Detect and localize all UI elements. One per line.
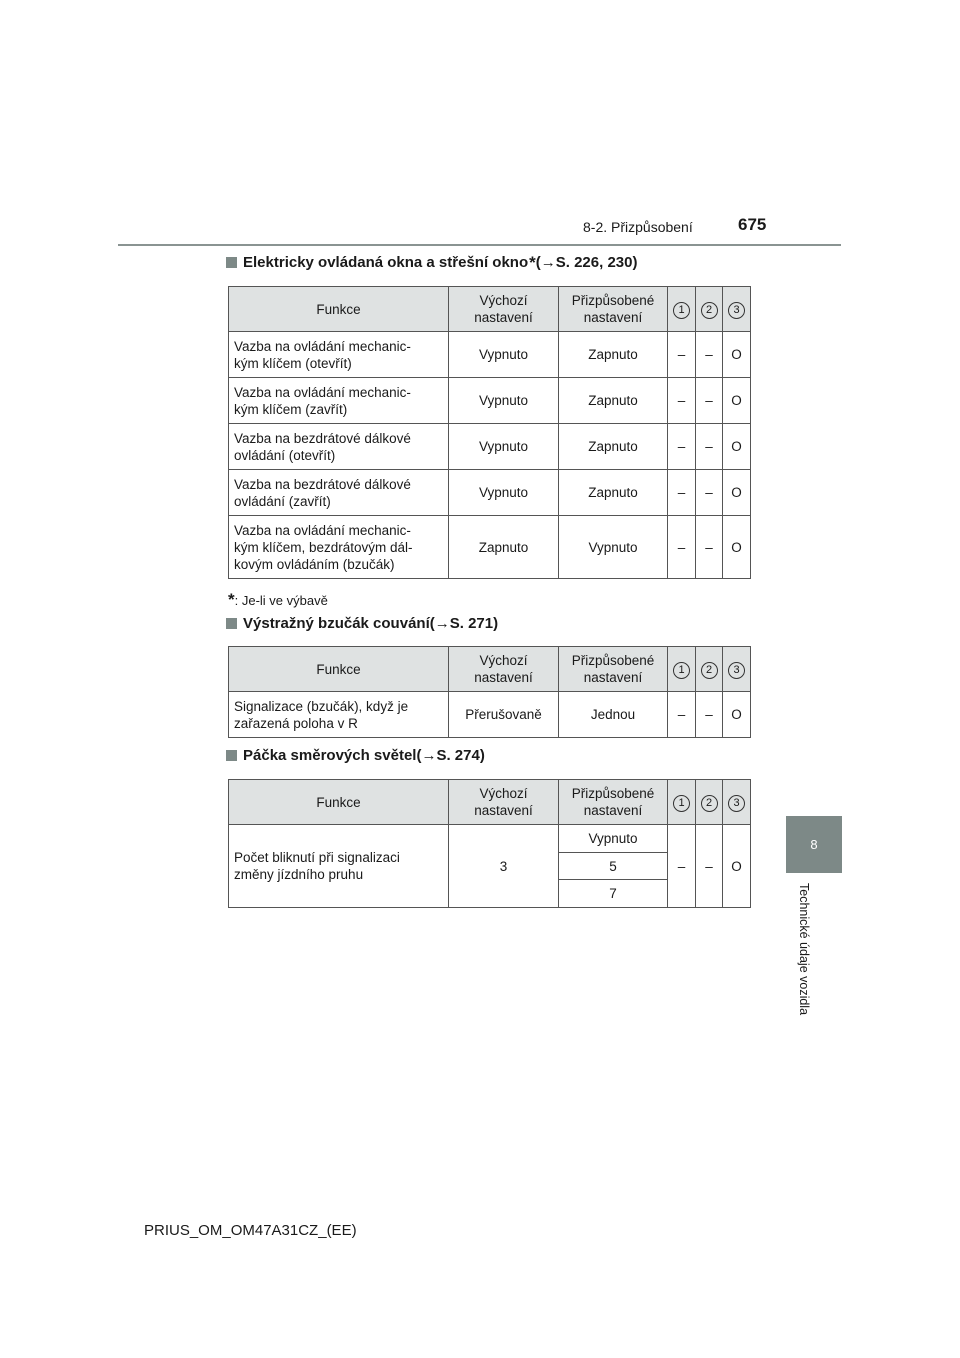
square-bullet-icon (226, 257, 237, 268)
circled-number-icon: 2 (701, 302, 718, 319)
column-header-2 (696, 780, 723, 825)
section-title: Elektricky ovládaná okna a střešní okno (243, 254, 529, 271)
default-cell: 3 (449, 825, 559, 908)
table-row (229, 825, 751, 853)
header-rule (118, 244, 841, 246)
asterisk-mark: * (228, 590, 235, 609)
circled-number-icon: 1 (673, 302, 690, 319)
column-header-default: Výchozí nastavení (449, 287, 559, 332)
column-header-1 (668, 780, 696, 825)
table-header-row (229, 780, 751, 825)
table-row (229, 470, 751, 516)
method-1-cell: – (668, 692, 696, 738)
column-header-default: Výchozí nastavení (449, 647, 559, 692)
section-heading-reverse-buzzer (226, 615, 498, 632)
method-3-cell: O (723, 378, 751, 424)
table-header-row (229, 287, 751, 332)
custom-cell: 7 (559, 880, 668, 908)
column-header-custom: Přizpůsobené nastavení (559, 780, 668, 825)
custom-cell: Zapnuto (559, 424, 668, 470)
table-header-row (229, 647, 751, 692)
method-2-cell: – (696, 692, 723, 738)
method-2-cell: – (696, 424, 723, 470)
section-reference: (→S. 274) (416, 747, 485, 764)
settings-table-turn-signal (228, 779, 751, 908)
function-cell: Vazba na bezdrátové dálkové ovládání (zavřít) (229, 470, 449, 516)
table-row (229, 516, 751, 579)
square-bullet-icon (226, 618, 237, 629)
section-reference: (→S. 271) (429, 615, 499, 632)
chapter-tab (786, 816, 842, 873)
circled-number-icon: 1 (673, 662, 690, 679)
section-heading-windows: Elektricky ovládaná okna a střešní okno * (→S. 226, 230) (226, 254, 637, 271)
method-2-cell: – (696, 516, 723, 579)
section-reference: (→S. 226, 230) (535, 254, 638, 271)
default-cell: Vypnuto (449, 332, 559, 378)
default-cell: Přerušovaně (449, 692, 559, 738)
method-1-cell: – (668, 424, 696, 470)
function-cell: Signalizace (bzučák), když je zařazená poloha v R (229, 692, 449, 738)
method-1-cell: – (668, 332, 696, 378)
chapter-side-label: Technické údaje vozidla (797, 883, 811, 1016)
footnote: *: Je-li ve výbavě (228, 590, 328, 609)
method-2-cell: – (696, 825, 723, 908)
column-header-1 (668, 287, 696, 332)
settings-table-windows (228, 286, 751, 579)
column-header-default: Výchozí nastavení (449, 780, 559, 825)
method-1-cell: – (668, 470, 696, 516)
circled-number-icon: 3 (728, 302, 745, 319)
default-cell: Vypnuto (449, 378, 559, 424)
custom-cell: Zapnuto (559, 332, 668, 378)
method-3-cell: O (723, 692, 751, 738)
table-row (229, 378, 751, 424)
custom-cell: Zapnuto (559, 470, 668, 516)
method-3-cell: O (723, 424, 751, 470)
page-number: 675 (738, 215, 767, 234)
function-cell: Vazba na bezdrátové dálkové ovládání (otevřít) (229, 424, 449, 470)
method-1-cell: – (668, 378, 696, 424)
column-header-function: Funkce (229, 780, 449, 825)
function-cell: Vazba na ovládání mechanic- kým klíčem, bezdrátovým dál- kovým ovládáním (bzučák) (229, 516, 449, 579)
table-row (229, 332, 751, 378)
column-header-1 (668, 647, 696, 692)
square-bullet-icon (226, 750, 237, 761)
method-3-cell: O (723, 332, 751, 378)
settings-table-reverse-buzzer (228, 646, 751, 738)
method-3-cell: O (723, 516, 751, 579)
column-header-3 (723, 647, 751, 692)
circled-number-icon: 2 (701, 795, 718, 812)
method-2-cell: – (696, 470, 723, 516)
column-header-2 (696, 287, 723, 332)
circled-number-icon: 2 (701, 662, 718, 679)
function-cell: Vazba na ovládání mechanic- kým klíčem (otevřít) (229, 332, 449, 378)
column-header-custom: Přizpůsobené nastavení (559, 287, 668, 332)
default-cell: Vypnuto (449, 424, 559, 470)
section-title: Výstražný bzučák couvání (243, 615, 430, 632)
column-header-function: Funkce (229, 287, 449, 332)
function-cell: Vazba na ovládání mechanic- kým klíčem (zavřít) (229, 378, 449, 424)
chapter-number: 8 (810, 837, 818, 852)
section-heading-turn-signal (226, 747, 485, 764)
default-cell: Zapnuto (449, 516, 559, 579)
circled-number-icon: 3 (728, 795, 745, 812)
method-2-cell: – (696, 378, 723, 424)
default-cell: Vypnuto (449, 470, 559, 516)
method-2-cell: – (696, 332, 723, 378)
custom-cell: Zapnuto (559, 378, 668, 424)
section-title: Páčka směrových světel (243, 747, 417, 764)
custom-cell: 5 (559, 853, 668, 880)
column-header-custom: Přizpůsobené nastavení (559, 647, 668, 692)
circled-number-icon: 3 (728, 662, 745, 679)
method-1-cell: – (668, 516, 696, 579)
column-header-3 (723, 287, 751, 332)
column-header-2 (696, 647, 723, 692)
custom-cell: Jednou (559, 692, 668, 738)
method-1-cell: – (668, 825, 696, 908)
table-row (229, 692, 751, 738)
function-cell: Počet bliknutí při signalizaci změny jízdního pruhu (229, 825, 449, 908)
footer-document-code: PRIUS_OM_OM47A31CZ_(EE) (144, 1222, 357, 1239)
header-section-title: 8-2. Přizpůsobení (583, 219, 693, 235)
method-3-cell: O (723, 470, 751, 516)
custom-cell: Vypnuto (559, 516, 668, 579)
custom-cell: Vypnuto (559, 825, 668, 853)
column-header-3 (723, 780, 751, 825)
circled-number-icon: 1 (673, 795, 690, 812)
column-header-function: Funkce (229, 647, 449, 692)
table-row (229, 424, 751, 470)
method-3-cell: O (723, 825, 751, 908)
